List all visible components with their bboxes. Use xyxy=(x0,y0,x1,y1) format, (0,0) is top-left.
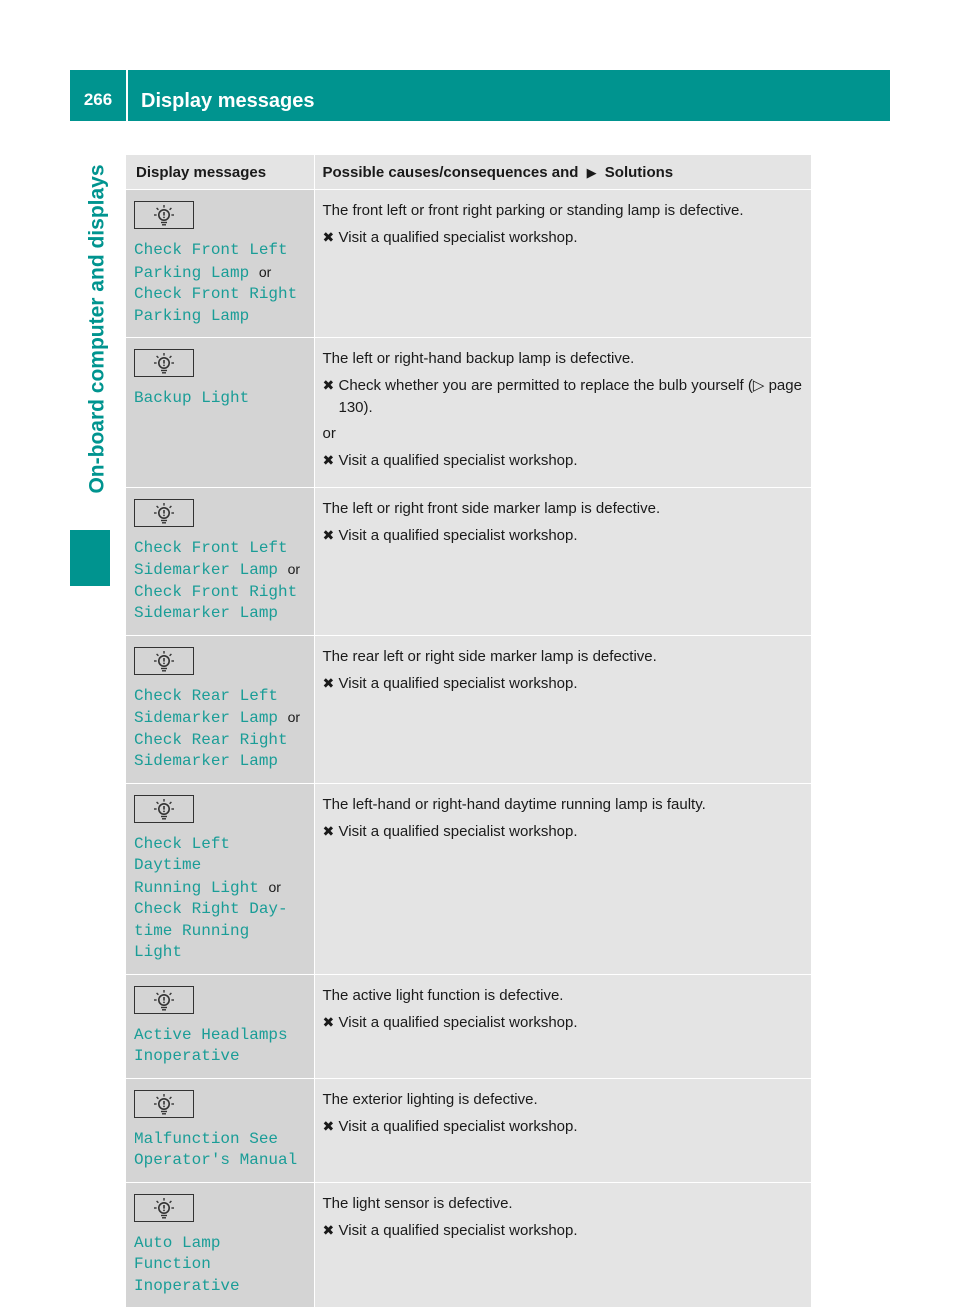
solution-step-text: Visit a qualified specialist workshop. xyxy=(338,228,578,246)
side-section-marker xyxy=(70,530,110,586)
step-arrow-icon: ✖ xyxy=(322,674,335,691)
or-separator: or xyxy=(268,878,281,895)
solution-step-text: Visit a qualified specialist workshop. xyxy=(338,674,578,692)
display-messages-table xyxy=(126,155,811,1307)
step-arrow-icon: ✖ xyxy=(322,1117,335,1134)
display-message-line: Backup Light xyxy=(134,389,250,407)
display-message-text xyxy=(134,834,306,877)
step-arrow-icon: ✖ xyxy=(322,526,335,543)
display-message-text xyxy=(134,921,306,964)
solution-cell xyxy=(314,338,811,488)
solution-cell xyxy=(314,1078,811,1182)
display-message-text xyxy=(134,1025,306,1047)
solution-step xyxy=(323,1012,804,1034)
side-section-label-text: On-board computer and displays xyxy=(86,164,109,494)
display-message-line: Check Front Right xyxy=(134,582,298,601)
bulb-warning-icon xyxy=(134,499,194,527)
cause-text: The left or right front side marker lamp is defective. xyxy=(322,499,661,517)
solution-step-text: Visit a qualified specialist workshop. xyxy=(338,452,578,469)
display-message-line: Parking Lamp xyxy=(134,306,250,325)
header-divider xyxy=(126,70,128,121)
display-message-text xyxy=(134,538,306,560)
page-title: Display messages xyxy=(141,90,315,112)
solution-cell xyxy=(314,635,811,783)
display-message-text xyxy=(134,1129,306,1151)
display-message-text xyxy=(134,603,306,625)
display-message-cell xyxy=(126,1182,314,1307)
arrow-right-icon: ▶ xyxy=(586,164,597,180)
display-message-text xyxy=(134,899,306,921)
solution-cell xyxy=(314,974,811,1078)
table-row xyxy=(126,635,811,783)
solution-cell xyxy=(314,783,811,974)
cause-text: The left or right-hand backup lamp is defective. xyxy=(322,350,635,367)
column-header-solutions xyxy=(314,155,811,190)
step-arrow-icon: ✖ xyxy=(322,1221,335,1238)
solution-step-text: Visit a qualified specialist workshop. xyxy=(338,822,578,840)
cause-text: The front left or front right parking or standing lamp is defective. xyxy=(322,202,744,219)
cause-text: The exterior lighting is defective. xyxy=(322,1090,538,1108)
display-message-text xyxy=(134,559,306,582)
display-message-line: Check Front Right xyxy=(134,285,298,303)
display-message-line: Check Right Day‐ xyxy=(134,900,288,919)
column-header-display-messages: Display messages xyxy=(126,155,314,190)
solution-step-text: Visit a qualified specialist workshop. xyxy=(338,526,578,544)
display-message-text xyxy=(134,1276,306,1298)
step-arrow-icon: ✖ xyxy=(322,1013,335,1030)
display-message-line: Parking Lamp xyxy=(134,263,250,282)
display-message-text xyxy=(134,306,306,328)
display-message-cell xyxy=(126,338,314,488)
display-message-cell xyxy=(126,1078,314,1182)
display-message-line: Sidemarker Lamp xyxy=(134,752,279,771)
solution-step xyxy=(323,821,804,843)
solution-step xyxy=(323,673,804,695)
bulb-warning-icon xyxy=(134,201,194,229)
solution-step xyxy=(323,450,804,472)
display-message-text xyxy=(134,284,306,306)
display-message-text xyxy=(134,240,306,262)
display-message-line: Auto Lamp Function xyxy=(134,1233,221,1274)
display-message-text xyxy=(134,1233,306,1276)
column-header-solutions-text: Solutions xyxy=(604,163,674,181)
table-header-row xyxy=(126,155,811,190)
table-row xyxy=(126,190,811,338)
display-message-line: Sidemarker Lamp xyxy=(134,604,279,623)
step-arrow-icon: ✖ xyxy=(322,452,335,468)
display-message-line: Malfunction See xyxy=(134,1129,279,1148)
display-message-line: Check Rear Right xyxy=(134,730,288,749)
display-message-line: Active Headlamps xyxy=(134,1025,288,1044)
or-separator: or xyxy=(258,263,272,280)
bulb-warning-icon xyxy=(134,647,194,675)
solution-step-text: Check whether you are permitted to replace the bulb yourself (▷ page 130). xyxy=(338,376,802,416)
side-section-label xyxy=(70,128,126,530)
step-arrow-icon: ✖ xyxy=(322,228,335,245)
or-separator: or xyxy=(287,709,301,726)
display-message-line: Inoperative xyxy=(134,1047,240,1066)
bulb-warning-icon xyxy=(134,986,194,1014)
cause-text: The active light function is defective. xyxy=(322,986,564,1004)
bulb-warning-icon xyxy=(134,1090,194,1118)
display-message-line: Sidemarker Lamp xyxy=(134,561,279,580)
display-message-text xyxy=(134,751,306,773)
display-message-line: Check Rear Left xyxy=(134,686,279,705)
display-message-line: Inoperative xyxy=(134,1276,240,1295)
display-message-line: Check Left Daytime xyxy=(134,834,231,875)
display-message-line: time Running Light xyxy=(134,921,250,962)
display-message-cell xyxy=(126,783,314,974)
display-message-text xyxy=(134,262,306,285)
solution-step xyxy=(323,525,804,547)
display-message-cell xyxy=(126,487,314,635)
solution-step xyxy=(323,1116,804,1138)
display-message-text xyxy=(134,1150,306,1172)
display-message-line: Sidemarker Lamp xyxy=(134,709,279,728)
table-row xyxy=(126,783,811,974)
solution-step-text: Visit a qualified specialist workshop. xyxy=(338,1013,578,1031)
solution-step xyxy=(323,227,804,249)
bulb-warning-icon xyxy=(134,1194,194,1222)
display-message-text xyxy=(134,686,306,708)
display-message-cell xyxy=(126,635,314,783)
page-number: 266 xyxy=(83,89,113,109)
solution-step-text: Visit a qualified specialist workshop. xyxy=(338,1221,578,1239)
display-message-text xyxy=(134,707,306,730)
solution-cell xyxy=(314,1182,811,1307)
cause-text: The light sensor is defective. xyxy=(322,1194,513,1212)
table-row xyxy=(126,1182,811,1307)
or-separator: or xyxy=(287,561,301,578)
display-message-line: Running Light xyxy=(134,878,259,897)
solution-cell xyxy=(314,190,811,338)
cause-text: The left-hand or right-hand daytime running lamp is faulty. xyxy=(322,795,706,813)
step-arrow-icon: ✖ xyxy=(322,822,335,839)
table-row xyxy=(126,1078,811,1182)
step-arrow-icon: ✖ xyxy=(322,376,335,393)
display-message-text xyxy=(134,877,306,900)
display-message-text xyxy=(134,730,306,752)
bulb-warning-icon xyxy=(134,349,194,377)
column-header-causes-text: Possible causes/consequences and xyxy=(322,163,579,181)
display-message-text xyxy=(134,582,306,604)
bulb-warning-icon xyxy=(134,795,194,823)
display-message-text xyxy=(134,1046,306,1068)
display-message-cell xyxy=(126,974,314,1078)
solution-step-text: Visit a qualified specialist workshop. xyxy=(338,1117,578,1135)
display-message-line: Check Front Left xyxy=(134,241,288,259)
solution-step xyxy=(323,1220,804,1242)
display-message-cell xyxy=(126,190,314,338)
cause-text: The rear left or right side marker lamp is defective. xyxy=(322,647,657,665)
solution-step xyxy=(323,375,804,419)
display-message-text xyxy=(134,388,306,410)
display-message-line: Operator's Manual xyxy=(134,1151,298,1170)
display-message-line: Check Front Left xyxy=(134,538,288,557)
or-separator: or xyxy=(322,425,336,443)
table-row xyxy=(126,487,811,635)
table-row xyxy=(126,338,811,488)
solution-cell xyxy=(314,487,811,635)
table-row xyxy=(126,974,811,1078)
